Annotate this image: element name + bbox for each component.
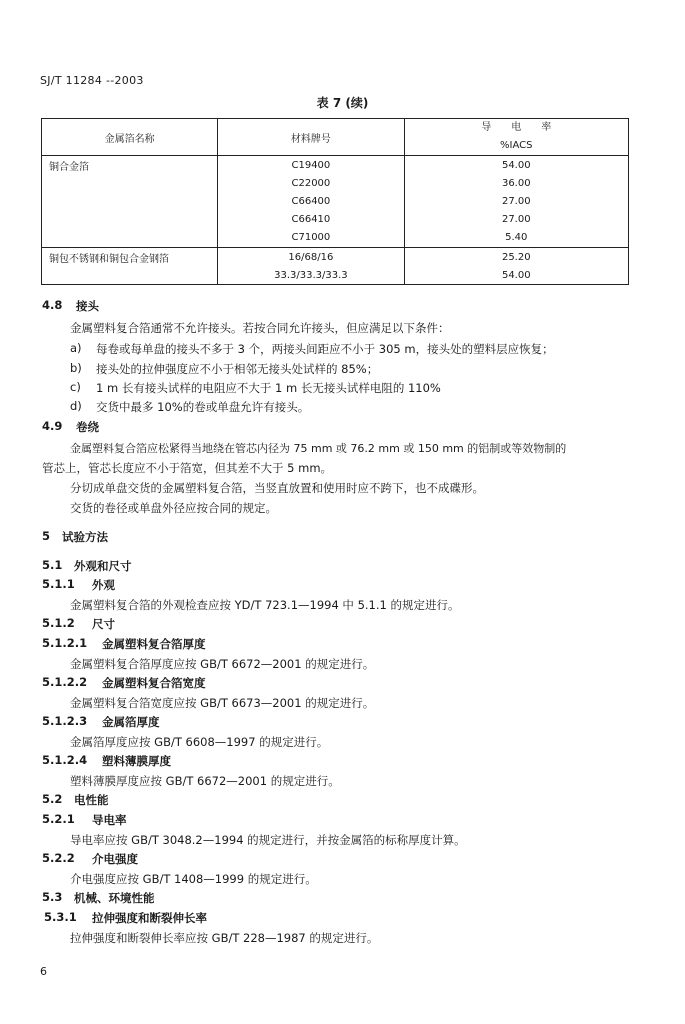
list-item: 接头处的拉伸强度应不小于相邻无接头处试样的 85%；	[96, 362, 379, 376]
section-title: 金属塑料复合箔宽度	[102, 676, 206, 690]
table-row	[42, 174, 629, 192]
cell-conductivity: 5.40	[404, 229, 628, 248]
table-row	[42, 266, 629, 285]
section-number: 5.2	[42, 792, 63, 806]
paragraph: 分切成单盘交货的金属塑料复合箔，当竖直放置和使用时应不跨下，也不成碟形。	[70, 481, 484, 495]
cell-foil-name	[42, 192, 218, 210]
section-number: 5.1	[42, 558, 63, 572]
paragraph: 金属塑料复合箔宽度应按 GB/T 6673—2001 的规定进行。	[70, 696, 375, 710]
section-number: 5.1.2.3	[42, 714, 88, 728]
paragraph: 管芯上，管芯长度应不小于箔宽，但其差不大于 5 mm。	[42, 461, 333, 475]
cell-grade: 16/68/16	[218, 247, 404, 266]
section-number: 5	[42, 529, 51, 543]
section-number: 4.8	[42, 298, 63, 312]
paragraph: 导电率应按 GB/T 3048.2—1994 的规定进行，并按金属箔的标称厚度计算。	[70, 833, 466, 847]
cell-conductivity: 36.00	[404, 174, 628, 192]
cell-foil-name	[42, 174, 218, 192]
standard-number: SJ/T 11284 --2003	[40, 74, 144, 87]
section-number: 5.1.2.4	[42, 753, 88, 767]
header-conductivity-unit: %IACS	[500, 140, 533, 151]
cell-conductivity: 27.00	[404, 211, 628, 229]
section-number: 5.1.2	[42, 616, 75, 630]
paragraph: 交货的卷径或单盘外径应按合同的规定。	[70, 501, 277, 515]
cell-grade: C19400	[218, 156, 404, 175]
list-label: c)	[70, 380, 81, 394]
cell-foil-name	[42, 229, 218, 248]
section-title: 塑料薄膜厚度	[102, 754, 171, 768]
cell-foil-name: 铜包不锈钢和铜包合金钢箔	[42, 247, 218, 266]
table-row	[42, 192, 629, 210]
header-conductivity-label: 导 电 率	[481, 122, 552, 133]
paragraph: 塑料薄膜厚度应按 GB/T 6672—2001 的规定进行。	[70, 774, 340, 788]
header-foil-name: 金属箔名称	[42, 119, 218, 156]
paragraph: 拉伸强度和断裂伸长率应按 GB/T 228—1987 的规定进行。	[70, 931, 379, 945]
section-number: 5.1.2.1	[42, 636, 88, 650]
table-caption: 表 7 (续)	[316, 96, 369, 110]
list-item: 1 m 长有接头试样的电阻应不大于 1 m 长无接头试样电阻的 110%	[96, 381, 441, 395]
cell-conductivity: 54.00	[404, 266, 628, 285]
cell-grade: 33.3/33.3/33.3	[218, 266, 404, 285]
section-number: 5.2.1	[42, 812, 75, 826]
table-row	[42, 211, 629, 229]
section-title: 金属箔厚度	[102, 715, 160, 729]
section-number: 5.3	[42, 890, 63, 904]
paragraph: 金属塑料复合箔厚度应按 GB/T 6672—2001 的规定进行。	[70, 657, 375, 671]
conductivity-table	[41, 118, 629, 285]
cell-foil-name: 铜合金箔	[42, 156, 218, 175]
section-title: 介电强度	[92, 852, 138, 866]
section-title: 外观和尺寸	[74, 559, 132, 573]
cell-conductivity: 54.00	[404, 156, 628, 175]
list-label: b)	[70, 361, 82, 375]
list-item: 交货中最多 10%的卷或单盘允许有接头。	[96, 400, 310, 414]
cell-conductivity: 27.00	[404, 192, 628, 210]
section-title: 卷绕	[76, 420, 99, 434]
list-item: 每卷或每单盘的接头不多于 3 个，两接头间距应不小于 305 m，接头处的塑料层应恢复；	[96, 342, 554, 356]
cell-foil-name	[42, 266, 218, 285]
section-title: 尺寸	[92, 617, 115, 631]
table-header-row	[42, 119, 629, 156]
page-number: 6	[40, 965, 47, 978]
table-row	[42, 229, 629, 248]
cell-grade: C66400	[218, 192, 404, 210]
section-number: 5.1.1	[42, 577, 75, 591]
section-title: 电性能	[74, 793, 109, 807]
section-number: 5.3.1	[44, 910, 77, 924]
section-title: 接头	[76, 299, 99, 313]
list-label: d)	[70, 399, 82, 413]
section-title: 外观	[92, 578, 115, 592]
section-title: 机械、环境性能	[74, 891, 155, 905]
section-number: 5.2.2	[42, 851, 75, 865]
section-title: 拉伸强度和断裂伸长率	[92, 911, 207, 925]
section-number: 5.1.2.2	[42, 675, 88, 689]
header-conductivity	[404, 119, 628, 156]
cell-foil-name	[42, 211, 218, 229]
section-title: 导电率	[92, 813, 127, 827]
paragraph: 金属塑料复合箔应松紧得当地绕在管芯内径为 75 mm 或 76.2 mm 或 150 mm 的铝制或等效物制的	[70, 442, 567, 455]
paragraph: 金属塑料复合箔通常不允许接头。若按合同允许接头，但应满足以下条件：	[70, 321, 450, 335]
cell-conductivity: 25.20	[404, 247, 628, 266]
paragraph: 金属箔厚度应按 GB/T 6608—1997 的规定进行。	[70, 735, 329, 749]
paragraph: 金属塑料复合箔的外观检查应按 YD/T 723.1—1994 中 5.1.1 的规定进行。	[70, 598, 460, 612]
header-grade: 材料牌号	[218, 119, 404, 156]
cell-grade: C66410	[218, 211, 404, 229]
table-row	[42, 247, 629, 266]
cell-grade: C71000	[218, 229, 404, 248]
table-row	[42, 156, 629, 175]
cell-grade: C22000	[218, 174, 404, 192]
section-number: 4.9	[42, 419, 63, 433]
list-label: a)	[70, 341, 82, 355]
paragraph: 介电强度应按 GB/T 1408—1999 的规定进行。	[70, 872, 317, 886]
section-title: 金属塑料复合箔厚度	[102, 637, 206, 651]
section-title: 试验方法	[62, 530, 108, 544]
